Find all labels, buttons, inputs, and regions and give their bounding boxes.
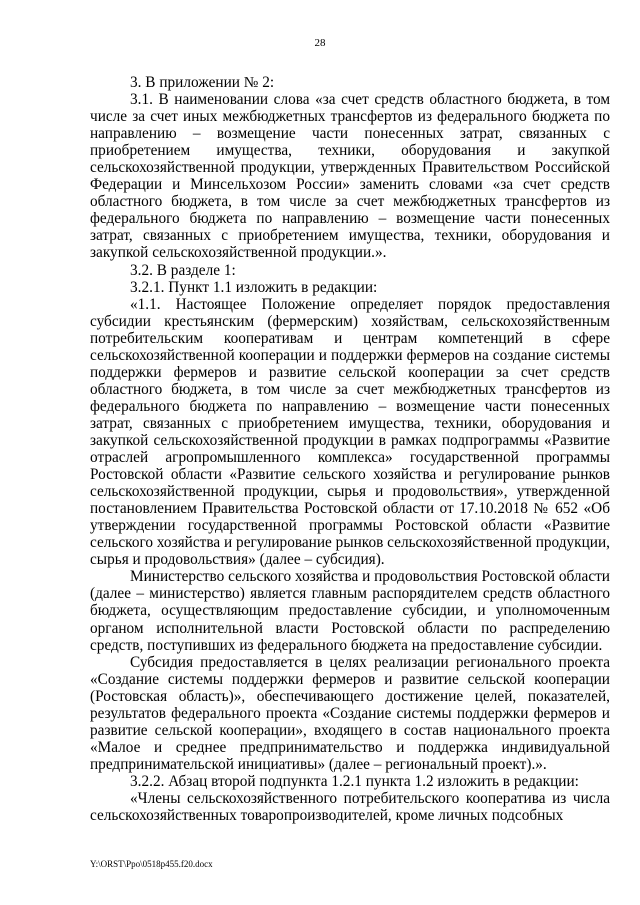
paragraph-appendix-heading: 3. В приложении № 2: bbox=[130, 74, 275, 91]
paragraph-cooperative-members: «Члены сельскохозяйственного потребительского кооператива из числа сельскохозяйственных товаропроизводителей, кроме личных подсобных bbox=[90, 789, 610, 825]
paragraph-3-2-1: 3.2.1. Пункт 1.1 изложить в редакции: bbox=[130, 278, 378, 296]
paragraph-3-2: 3.2. В разделе 1: bbox=[130, 261, 236, 279]
document-body bbox=[90, 74, 610, 824]
paragraph-3-1: 3.1. В наименовании слова «за счет средств областного бюджета, в том числе за счет иных межбюджетных трансфертов из федерального бюджета по направлению – возмещение части понесенных затрат, связанных с приобретением имущества, техники, оборудования и закупкой сельскохозяйственной продукции, утвержденных Правительством Российской Федерации и Минсельхозом России» заменить словами «за счет средств областного бюджета, в том числе за счет межбюджетных трансфертов из федерального бюджета по направлению – возмещение части понесенных затрат, связанных с приобретением имущества, техники, оборудования и закупкой сельскохозяйственной продукции.». bbox=[90, 91, 610, 262]
footer-file-path: Y:\ORST\Ppo\0518p455.f20.docx bbox=[90, 859, 213, 869]
paragraph-ministry: Министерство сельского хозяйства и продовольствия Ростовской области (далее – министерство) является главным распорядителем средств областного бюджета, осуществляющим предоставление субсидии, и уполномоченным органом исполнительной власти Ростовской области по распределению средств, поступивших из федерального бюджета на предоставление субсидии. bbox=[90, 568, 610, 654]
page-number: 28 bbox=[314, 37, 326, 49]
paragraph-subsidy-purpose: Субсидия предоставляется в целях реализации регионального проекта «Создание системы поддержки фермеров и развитие сельской кооперации (Ростовская область)», обеспечивающего достижение целей, показателей, результатов федерального проекта «Создание системы поддержки фермеров и развитие сельской кооперации», входящего в состав национального проекта «Малое и среднее предпринимательство и поддержка индивидуальной предпринимательской инициативы» (далее – региональный проект).». bbox=[90, 653, 610, 773]
paragraph-1-1-quote: «1.1. Настоящее Положение определяет порядок предоставления субсидии крестьянским (фермерским) хозяйствам, сельскохозяйственным потребительским кооперативам и центрам компетенций в сфере сельскохозяйственной кооперации и поддержки фермеров на создание системы поддержки фермеров и развитие сельской кооперации за счет средств областного бюджета, в том числе за счет межбюджетных трансфертов из федерального бюджета по направлению – возмещение части понесенных затрат, связанных с приобретением имущества, техники, оборудования и закупкой сельскохозяйственной продукции в рамках подпрограммы «Развитие отраслей агропромышленного комплекса» государственной программы Ростовской области «Развитие сельского хозяйства и регулирование рынков сельскохозяйственной продукции, сырья и продовольствия», утвержденной постановлением Правительства Ростовской области от 17.10.2018 № 652 «Об утверждении государственной программы Ростовской области «Развитие сельского хозяйства и регулирование рынков сельскохозяйственной продукции, сырья и продовольствия» (далее – субсидия). bbox=[90, 295, 610, 569]
paragraph-3-2-2: 3.2.2. Абзац второй подпункта 1.2.1 пункта 1.2 изложить в редакции: bbox=[130, 772, 579, 790]
